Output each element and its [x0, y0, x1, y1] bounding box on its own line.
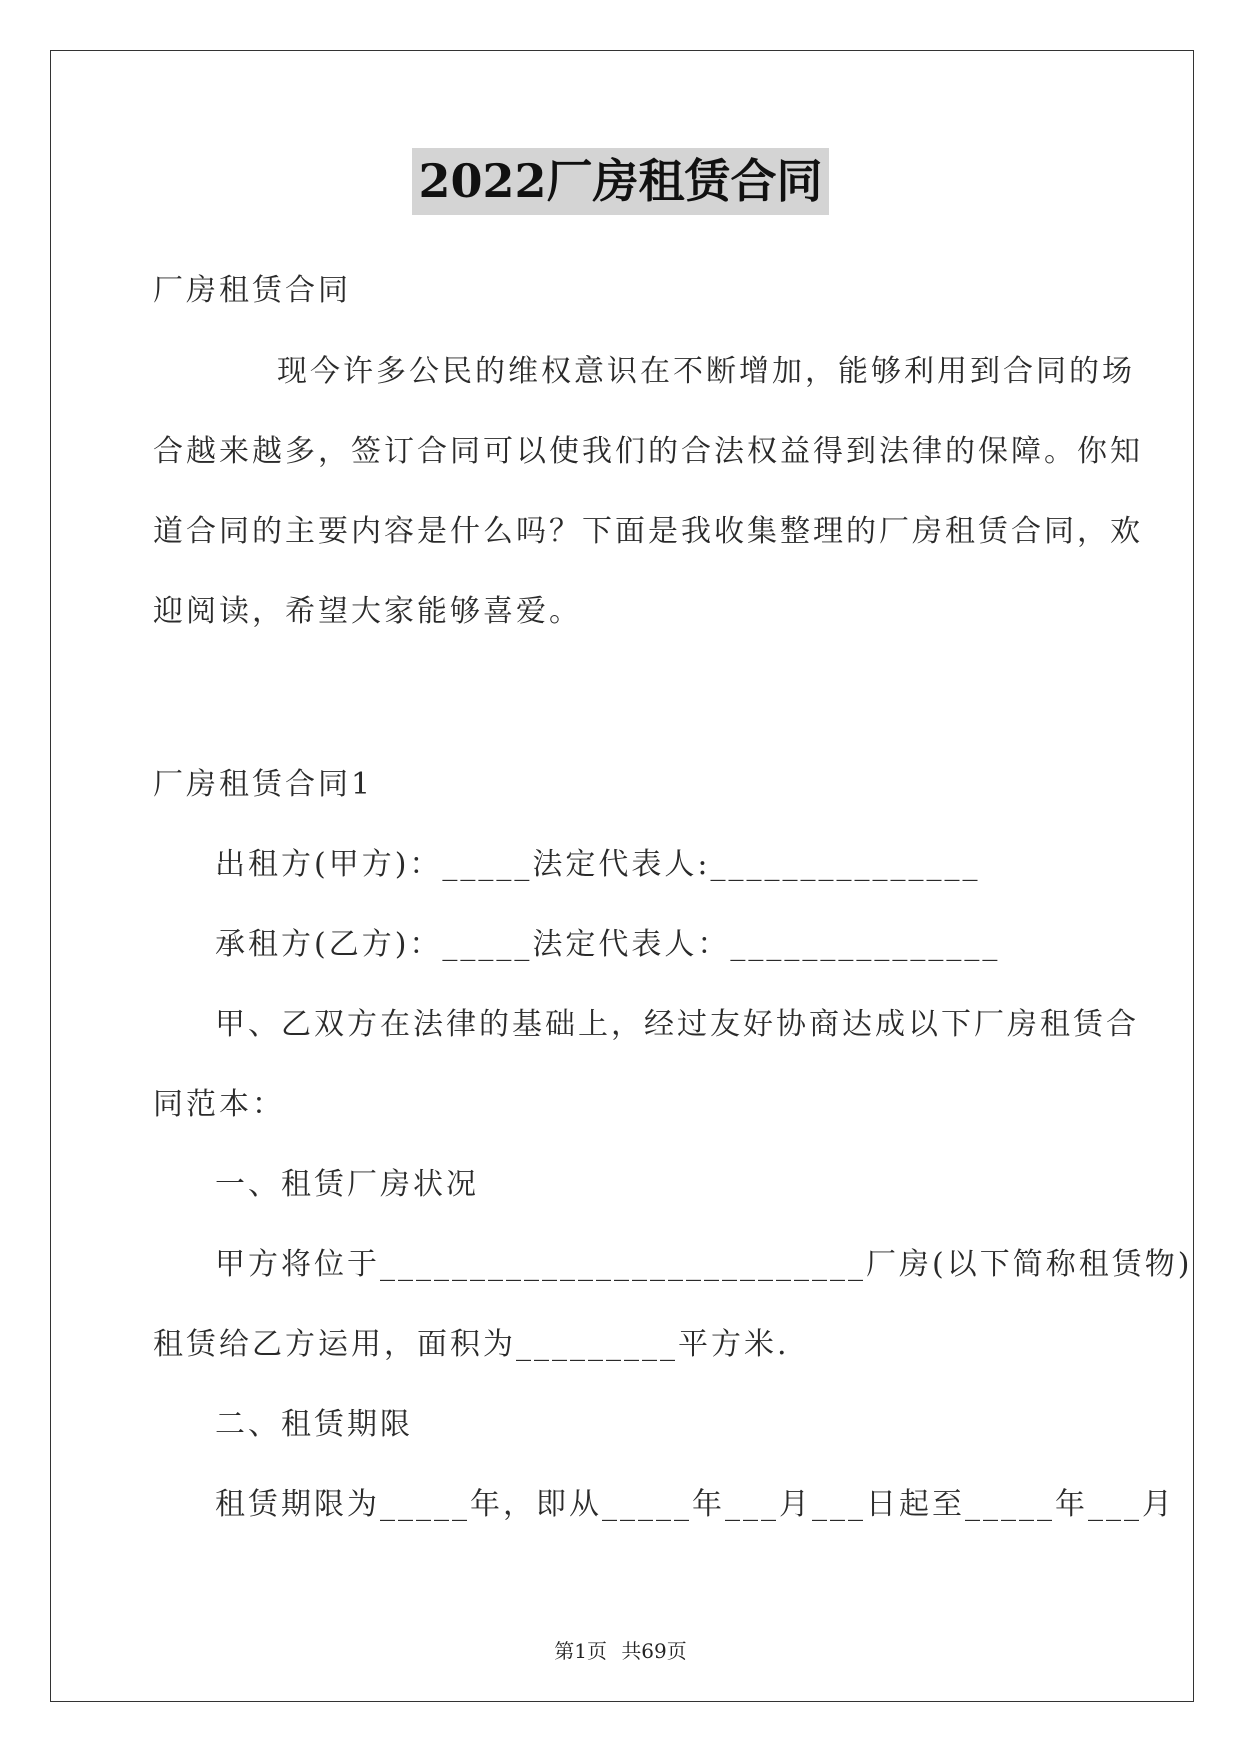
page-number: 第1页 [554, 1639, 607, 1663]
intro-line-2: 合越来越多，签订合同可以使我们的合法权益得到法律的保障。你知 [153, 434, 1143, 469]
intro-line-1: 现今许多公民的维权意识在不断增加，能够利用到合同的场 [277, 354, 1135, 389]
agreement-line-1: 甲、乙双方在法律的基础上，经过友好协商达成以下厂房租赁合 [215, 1007, 1139, 1042]
subtitle-line: 厂房租赁合同 [153, 273, 351, 308]
intro-line-4: 迎阅读，希望大家能够喜爱。 [153, 594, 582, 629]
section-heading: 厂房租赁合同1 [153, 767, 374, 802]
lessor-line: 出租方(甲方)：_____法定代表人:_______________ [215, 847, 981, 882]
page-total: 共69页 [621, 1639, 687, 1663]
intro-line-3: 道合同的主要内容是什么吗？下面是我收集整理的厂房租赁合同，欢 [153, 514, 1143, 549]
clause-2-line-1: 租赁期限为_____年，即从_____年___月___日起至_____年___月 [215, 1487, 1175, 1522]
clause-1-heading: 一、租赁厂房状况 [215, 1167, 479, 1202]
agreement-line-2: 同范本： [153, 1087, 285, 1122]
clause-2-heading: 二、租赁期限 [215, 1407, 413, 1442]
page-footer [0, 1635, 1241, 1664]
title-container [0, 148, 1241, 215]
clause-1-line-1: 甲方将位于___________________________厂房(以下简称租赁物) [215, 1247, 1193, 1282]
lessee-line: 承租方(乙方)：_____法定代表人：_______________ [215, 927, 1001, 962]
clause-1-line-2: 租赁给乙方运用，面积为_________平方米. [153, 1327, 790, 1362]
document-title: 2022厂房租赁合同 [412, 148, 828, 215]
